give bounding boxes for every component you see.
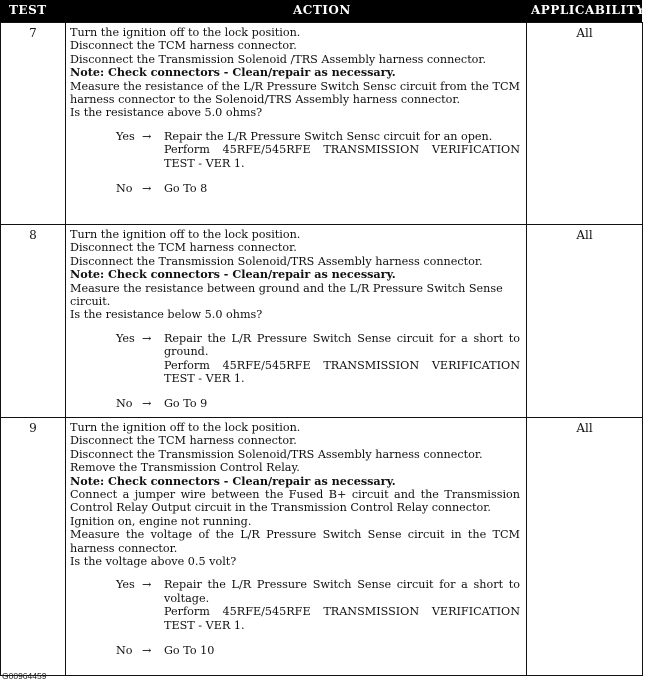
step-text: Measure the voltage of the L/R Pressure Switch Sense circuit in the TCM harness connector.: [70, 528, 520, 555]
arrow-icon: →: [142, 129, 152, 143]
action-cell: [66, 23, 527, 225]
applicability-value: All: [527, 417, 643, 675]
test-number: 9: [1, 417, 66, 675]
step-text: Disconnect the TCM harness connector.: [70, 434, 297, 448]
no-outcome: [70, 397, 520, 410]
perform-line-end: TEST - VER 1.: [164, 156, 245, 170]
arrow-icon: →: [142, 578, 152, 592]
table-header: [0, 0, 646, 22]
note-text: Note: Check connectors - Clean/repair as necessary.: [70, 267, 396, 282]
yes-result: [164, 578, 520, 632]
step-text: Disconnect the Transmission Solenoid /TRS Assembly harness connector.: [70, 52, 487, 66]
no-result: Go To 8: [164, 182, 208, 196]
yes-result: [164, 332, 520, 386]
perform-line: Perform 45RFE/545RFE TRANSMISSION VERIFICATION: [164, 143, 520, 157]
step-text: Measure the resistance of the L/R Pressure Switch Sensc circuit from the TCM harness connector to the Solenoid/TRS Assembly harness connector.: [70, 79, 520, 107]
perform-line: Perform 45RFE/545RFE TRANSMISSION VERIFICATION: [164, 605, 520, 619]
yes-outcome: [70, 130, 520, 170]
step-text: Connect a jumper wire between the Fused B+ circuit and the Transmission Control Relay Output circuit in the Transmission Control Relay connector.: [70, 487, 520, 515]
yes-outcome: [70, 332, 520, 386]
no-result: Go To 10: [164, 643, 215, 657]
test-number: 7: [1, 23, 66, 225]
action-cell: [66, 225, 527, 418]
yes-label: Yes: [116, 331, 135, 345]
table-row: [1, 417, 643, 675]
note-text: Note: Check connectors - Clean/repair as necessary.: [70, 65, 396, 80]
step-text: Is the voltage above 0.5 volt?: [70, 554, 237, 568]
step-text: Disconnect the Transmission Solenoid/TRS Assembly harness connector.: [70, 254, 483, 268]
note-text: Note: Check connectors - Clean/repair as necessary.: [70, 473, 396, 488]
arrow-icon: →: [142, 331, 152, 345]
yes-label: Yes: [116, 129, 135, 143]
result-line: Repair the L/R Pressure Switch Sense circuit for a short to ground.: [164, 331, 520, 359]
step-text: Turn the ignition off to the lock position.: [70, 420, 301, 434]
step-text: Turn the ignition off to the lock position.: [70, 26, 301, 39]
applicability-value: All: [527, 225, 643, 418]
arrow-icon: →: [142, 643, 152, 657]
result-line: Repair the L/R Pressure Switch Sense circuit for a short to voltage.: [164, 578, 520, 605]
step-text: Ignition on, engine not running.: [70, 514, 252, 528]
test-number: 8: [1, 225, 66, 418]
no-label: No: [116, 397, 133, 411]
header-action: ACTION: [293, 3, 351, 17]
step-text: Disconnect the Transmission Solenoid/TRS Assembly harness connector.: [70, 447, 483, 461]
step-text: Turn the ignition off to the lock position.: [70, 228, 301, 241]
yes-result: [164, 130, 520, 170]
applicability-value: All: [527, 23, 643, 225]
figure-id: G00964459: [2, 671, 47, 681]
yes-outcome: [70, 578, 520, 632]
arrow-icon: →: [142, 182, 152, 196]
step-text: Is the resistance below 5.0 ohms?: [70, 308, 263, 322]
arrow-icon: →: [142, 397, 152, 411]
step-text: Disconnect the TCM harness connector.: [70, 39, 297, 53]
no-outcome: [70, 182, 520, 195]
yes-label: Yes: [116, 578, 135, 592]
no-outcome: [70, 644, 520, 657]
diagnostic-table: [0, 22, 643, 676]
table-row: [1, 23, 643, 225]
step-text: Remove the Transmission Control Relay.: [70, 461, 300, 475]
step-text: Measure the resistance between ground and the L/R Pressure Switch Sense circuit.: [70, 281, 503, 309]
no-result: Go To 9: [164, 397, 208, 411]
action-cell: [66, 417, 527, 675]
step-text: Disconnect the TCM harness connector.: [70, 241, 297, 255]
header-test: TEST: [9, 3, 47, 17]
perform-line-end: TEST - VER 1.: [164, 618, 245, 632]
table-row: [1, 225, 643, 418]
header-applicability: APPLICABILITY: [531, 3, 646, 17]
no-label: No: [116, 182, 133, 196]
step-text: Is the resistance above 5.0 ohms?: [70, 106, 263, 120]
perform-line: Perform 45RFE/545RFE TRANSMISSION VERIFICATION: [164, 358, 520, 372]
perform-line-end: TEST - VER 1.: [164, 372, 245, 386]
no-label: No: [116, 643, 133, 657]
result-line: Repair the L/R Pressure Switch Sensc circuit for an open.: [164, 129, 493, 143]
